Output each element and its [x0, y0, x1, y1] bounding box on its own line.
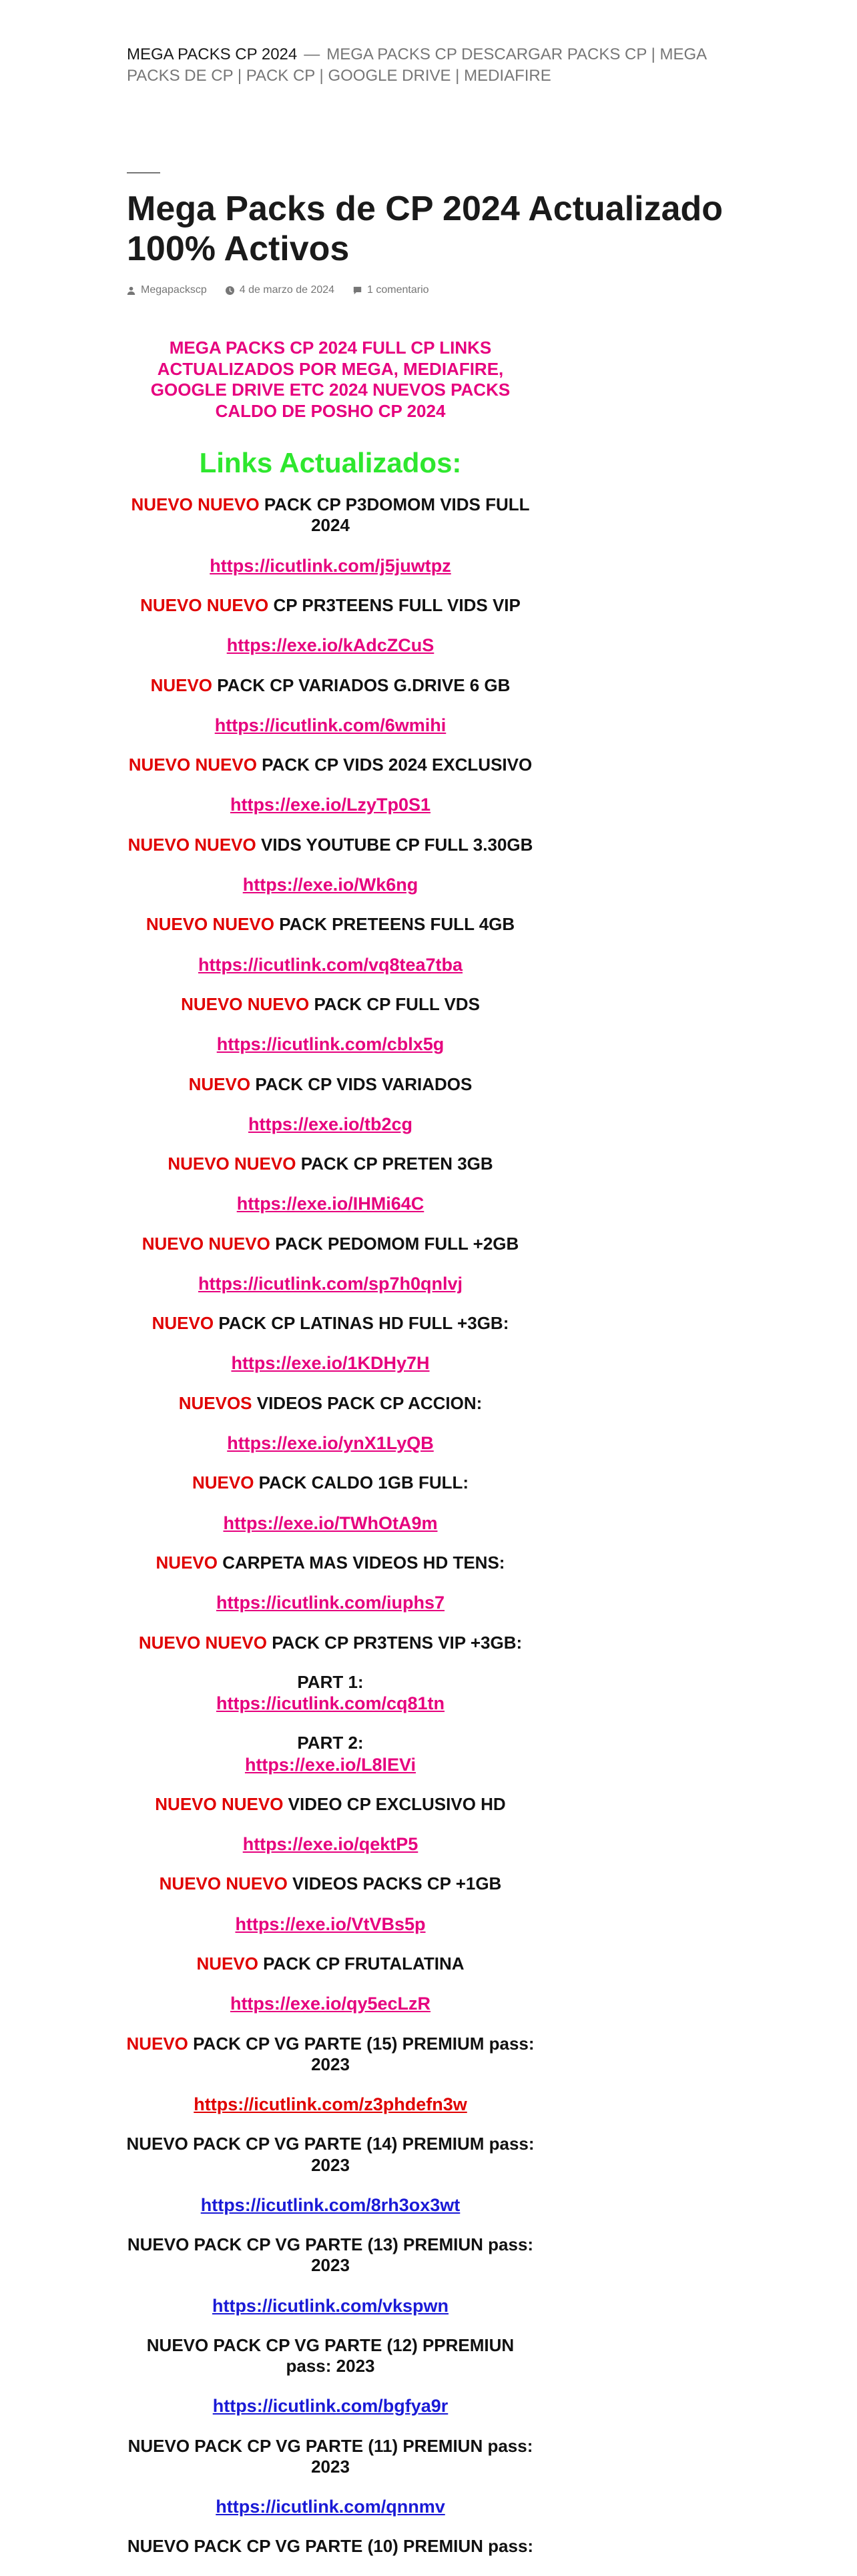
download-link[interactable]: https://exe.io/TWhOtA9m [223, 1513, 438, 1533]
site-header [127, 44, 728, 87]
link-item [123, 835, 537, 896]
download-link[interactable]: https://exe.io/qy5ecLzR [230, 1994, 431, 2014]
post-meta [127, 284, 429, 296]
vg15-block [123, 2034, 537, 2116]
comments-link[interactable]: 1 comentario [367, 284, 429, 296]
download-link[interactable]: https://exe.io/1KDHy7H [231, 1353, 430, 1374]
link-list [123, 494, 537, 1613]
item-title [123, 1393, 537, 1414]
new-badge: NUEVO [192, 1472, 254, 1493]
new-badge: NUEVO [188, 1074, 251, 1094]
intro-text: MEGA PACKS CP 2024 FULL CP LINKS ACTUALIZADOS POR MEGA, MEDIAFIRE, GOOGLE DRIVE ETC 2024 NUEVOS PACKS CALDO DE POSHO CP 2024 [150, 338, 511, 422]
download-link[interactable]: https://icutlink.com/iuphs7 [216, 1593, 445, 1613]
item-title-text: CARPETA MAS VIDEOS HD TENS: [217, 1552, 505, 1573]
download-link[interactable]: https://exe.io/ynX1LyQB [227, 1433, 434, 1453]
link-item [123, 1393, 537, 1454]
item-title-text: PACK CP FULL VDS [309, 993, 480, 1014]
item-title-text: PACK CP VIDS VARIADOS [250, 1074, 473, 1094]
download-link[interactable]: https://exe.io/VtVBs5p [235, 1913, 426, 1934]
item-title-text: PACK CP PR3TENS VIP +3GB: [266, 1632, 523, 1653]
item-title [123, 1234, 537, 1254]
author-icon [127, 286, 135, 295]
new-badge: NUEVO [150, 675, 213, 695]
new-badge: NUEVO NUEVO [138, 1632, 267, 1653]
item-title [123, 494, 537, 536]
item-title [123, 835, 537, 855]
comment-icon [353, 286, 362, 295]
item-title [123, 1074, 537, 1095]
link-item [123, 2436, 537, 2518]
post-date-text[interactable]: 4 de marzo de 2024 [239, 284, 335, 296]
new-badge: NUEVO NUEVO [146, 914, 274, 935]
download-link[interactable]: https://exe.io/Wk6ng [242, 874, 418, 895]
link-item [123, 1074, 537, 1136]
link-item [123, 1154, 537, 1215]
item-title [123, 2335, 537, 2377]
title-separator: — [304, 45, 320, 63]
links-heading: Links Actualizados: [199, 446, 462, 478]
download-link[interactable]: https://icutlink.com/qnnmv [216, 2497, 445, 2517]
link-item [123, 1954, 537, 2015]
link-item [123, 994, 537, 1055]
new-badge: NUEVO NUEVO [141, 1233, 270, 1254]
link-item [123, 1873, 537, 1935]
link-item [123, 1553, 537, 1614]
download-link[interactable]: https://icutlink.com/bgfya9r [212, 2396, 449, 2417]
pr3tens-block [123, 1633, 537, 1775]
download-link[interactable]: https://exe.io/kAdcZCuS [226, 635, 435, 656]
item-title-text: PACK CP VARIADOS G.DRIVE 6 GB [212, 675, 511, 695]
item-title [123, 595, 537, 616]
new-badge: NUEVO NUEVO [140, 595, 269, 616]
item-title-text: VIDS YOUTUBE CP FULL 3.30GB [256, 834, 533, 855]
item-title [123, 675, 537, 696]
post-author[interactable] [127, 284, 207, 296]
link-item [123, 2134, 537, 2216]
item-title [123, 2134, 537, 2175]
new-badge: NUEVO [196, 1954, 258, 1974]
new-badge: NUEVO NUEVO [168, 1154, 296, 1174]
item-title [123, 1313, 537, 1334]
item-title-partial: NUEVO PACK CP VG PARTE (10) PREMIUN pass: [127, 2536, 534, 2557]
link-item [123, 1794, 537, 1855]
download-link[interactable]: https://icutlink.com/sp7h0qnlvj [198, 1273, 463, 1294]
link-item [123, 2234, 537, 2316]
new-badge: NUEVO NUEVO [127, 834, 256, 855]
new-badge: NUEVO NUEVO [155, 1793, 284, 1814]
item-title [123, 1472, 537, 1493]
link-item [123, 914, 537, 975]
item-title-text: NUEVO PACK CP VG PARTE (12) PPREMIUN pass: 2023 [146, 2334, 515, 2377]
link-item [123, 494, 537, 576]
post-title: Mega Packs de CP 2024 Actualizado 100% Activos [127, 189, 724, 268]
item-title-text: PACK CP LATINAS HD FULL +3GB: [214, 1313, 509, 1334]
post-comments[interactable] [353, 284, 429, 296]
item-title [123, 994, 537, 1015]
item-title [123, 2034, 537, 2075]
new-badge: NUEVO [152, 1313, 214, 1334]
item-title [123, 1633, 537, 1653]
link-item [123, 595, 537, 657]
item-title-text: NUEVO PACK CP VG PARTE (11) PREMIUN pass: 2023 [127, 2435, 533, 2477]
download-link[interactable]: https://exe.io/qektP5 [242, 1834, 418, 1855]
post-date[interactable] [226, 284, 334, 296]
new-badge: NUEVO NUEVO [159, 1873, 288, 1894]
download-link[interactable]: https://icutlink.com/vq8tea7tba [198, 954, 463, 975]
item-title-text: PACK CP VIDS 2024 EXCLUSIVO [256, 755, 533, 775]
download-link[interactable]: https://exe.io/IHMi64C [236, 1194, 424, 1214]
item-title [123, 755, 537, 775]
item-title-text: PACK PRETEENS FULL 4GB [274, 914, 515, 935]
item-title-text: NUEVO PACK CP VG PARTE (14) PREMIUM pass: 2023 [126, 2134, 535, 2175]
item-title [123, 1553, 537, 1573]
part1-link[interactable]: https://icutlink.com/cq81tn [216, 1693, 445, 1713]
item-title-text: PACK PEDOMOM FULL +2GB [270, 1233, 519, 1254]
new-badge: NUEVO NUEVO [128, 755, 257, 775]
link-item [123, 1234, 537, 1295]
vg-link-list [123, 2134, 537, 2517]
site-title[interactable]: MEGA PACKS CP 2024 [127, 45, 298, 63]
item-title-text: PACK CP FRUTALATINA [258, 1954, 465, 1974]
part2-label: PART 2: [297, 1733, 364, 1753]
item-title-text: PACK CP P3DOMOM VIDS FULL 2024 [259, 494, 530, 536]
part2-link[interactable]: https://exe.io/L8lEVi [244, 1754, 416, 1775]
download-link[interactable]: https://icutlink.com/6wmihi [214, 715, 447, 735]
new-badge: NUEVO NUEVO [131, 494, 260, 515]
link-item [123, 1472, 537, 1534]
download-link[interactable]: https://icutlink.com/z3phdefn3w [194, 2094, 467, 2114]
download-link[interactable]: https://exe.io/LzyTp0S1 [230, 795, 431, 815]
item-title [123, 1794, 537, 1815]
part1-label: PART 1: [297, 1671, 364, 1692]
item-title-text: CP PR3TEENS FULL VIDS VIP [268, 595, 521, 616]
download-link[interactable]: https://icutlink.com/j5juwtpz [210, 555, 451, 576]
new-badge: NUEVO [126, 2033, 188, 2054]
download-link[interactable]: https://exe.io/tb2cg [248, 1114, 413, 1134]
link-item [123, 2335, 537, 2417]
item-title [123, 1154, 537, 1174]
item-title-text: PACK CP VG PARTE (15) PREMIUM pass: 2023 [188, 2033, 535, 2074]
post-content [123, 338, 537, 2576]
clock-icon [226, 286, 234, 295]
new-badge: NUEVO [156, 1552, 218, 1573]
link-list-2 [123, 1794, 537, 2015]
item-title [123, 1954, 537, 1974]
item-title-text: VIDEO CP EXCLUSIVO HD [283, 1793, 506, 1814]
item-title [123, 914, 537, 935]
download-link[interactable]: https://icutlink.com/vkspwn [212, 2295, 449, 2316]
author-name[interactable]: Megapackscp [141, 284, 207, 296]
new-badge: NUEVO NUEVO [181, 993, 310, 1014]
link-item [123, 675, 537, 737]
item-title [123, 2234, 537, 2276]
title-divider [127, 172, 160, 173]
item-title-text: PACK CP PRETEN 3GB [296, 1154, 493, 1174]
site-tagline: MEGA PACKS CP DESCARGAR PACKS CP | MEGA PACKS DE CP | PACK CP | GOOGLE DRIVE | MEDIAFIRE [127, 45, 706, 85]
item-title [123, 2436, 537, 2477]
new-badge: NUEVOS [178, 1392, 252, 1413]
item-title-text: PACK CALDO 1GB FULL: [254, 1472, 469, 1493]
item-title-text: NUEVO PACK CP VG PARTE (13) PREMIUN pass: 2023 [127, 2234, 534, 2276]
item-title [123, 1873, 537, 1894]
item-title-text: VIDEOS PACKS CP +1GB [287, 1873, 502, 1894]
download-link[interactable]: https://icutlink.com/cblx5g [216, 1034, 445, 1055]
download-link[interactable]: https://icutlink.com/8rh3ox3wt [200, 2194, 461, 2215]
link-item [123, 1313, 537, 1374]
item-title-text: VIDEOS PACK CP ACCION: [252, 1392, 483, 1413]
link-item [123, 755, 537, 816]
